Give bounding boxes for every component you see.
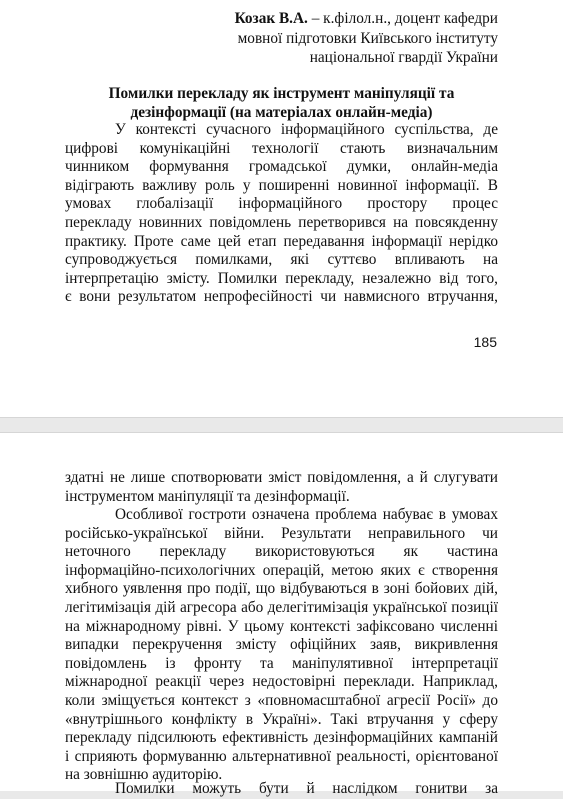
text-line: цифрові комунікаційні технології стають визначальним xyxy=(65,139,498,157)
text-line: міжнародної реакції через недостовірні переклади. Наприклад, xyxy=(65,673,498,691)
text-line: і сприяють формуванню альтернативної реальності, орієнтованої xyxy=(65,747,498,765)
text-line: Особливої гостроти означена проблема набуває в умовах xyxy=(115,506,498,523)
text-line: на міжнародному рівні. У цьому контексті зафіксовано численні xyxy=(65,617,498,635)
text-line: «внутрішнього конфлікту в Україні». Такі втручання у сферу xyxy=(65,710,498,728)
author-name: Козак В.А. xyxy=(234,10,308,27)
text-line: легітимізація дій агресора або делегітимізація української позиції xyxy=(65,598,498,616)
text-line: інтерпретацію змісту. Помилки перекладу, незалежно від того, xyxy=(65,269,498,287)
text-line: чинником формування громадської думки, онлайн-медіа xyxy=(65,158,498,176)
text-line: інформаційно-психологічних операцій, метою яких є створення xyxy=(65,561,498,579)
author-line-3: національної гвардії України xyxy=(309,49,498,66)
text-line: У контексті сучасного інформаційного суспільства, де xyxy=(115,121,498,138)
text-line: хибного уявлення про події, що відбуваються в зоні бойових дій, xyxy=(65,580,498,598)
war-context-paragraph xyxy=(65,506,498,785)
text-line: випадки перекручення змісту офіційних заяв, викривлення xyxy=(65,636,498,654)
author-line-1 xyxy=(68,9,498,29)
continuation-paragraph xyxy=(65,469,498,506)
text-line: на зовнішню аудиторію. xyxy=(65,766,223,784)
title-line-2: дезінформації (на матеріалах онлайн-медіа) xyxy=(130,104,433,121)
intro-paragraph xyxy=(65,121,498,307)
next-paragraph-partial xyxy=(65,780,498,799)
text-line: неточного перекладу використовуються як частина xyxy=(65,543,498,561)
text-line: є вони результатом непрофесійності чи навмисного втручання, xyxy=(65,288,498,306)
text-line: здатні не лише спотворювати зміст повідомлення, а й слугувати xyxy=(65,469,498,486)
text-line: практику. Проте саме цей етап передавання інформації нерідко xyxy=(65,232,498,250)
author-block xyxy=(68,9,498,68)
page-number: 185 xyxy=(473,334,497,350)
text-line: відіграють важливу роль у поширенні новинної інформації. В xyxy=(65,176,498,194)
text-line: перекладу новинних повідомлень перетворився на повсякденну xyxy=(65,213,498,231)
title-line-1: Помилки перекладу як інструмент маніпуляції та xyxy=(108,85,455,102)
text-line: повідомлень із фронту та маніпулятивної інтерпретації xyxy=(65,654,498,672)
article-title xyxy=(60,84,503,122)
text-line: коли зміщується контекст з «повномасштабної агресії Росії» до xyxy=(65,691,498,709)
author-credentials: – к.філол.н., доцент кафедри xyxy=(307,10,498,27)
text-line: Помилки можуть бути й наслідком гонитви за xyxy=(115,780,498,797)
text-line: супроводжується помилками, які суттєво впливають на xyxy=(65,251,498,269)
text-line: інструментом маніпуляції та дезінформації. xyxy=(65,487,350,505)
author-line-2: мовної підготовки Київського інституту xyxy=(237,29,498,47)
text-line: російсько-української війни. Результати неправильного чи xyxy=(65,524,498,542)
text-line: перекладу підсилюють ефективність дезінформаційних кампаній xyxy=(65,729,498,747)
text-line: умовах глобалізації інформаційного простору процес xyxy=(65,195,498,213)
